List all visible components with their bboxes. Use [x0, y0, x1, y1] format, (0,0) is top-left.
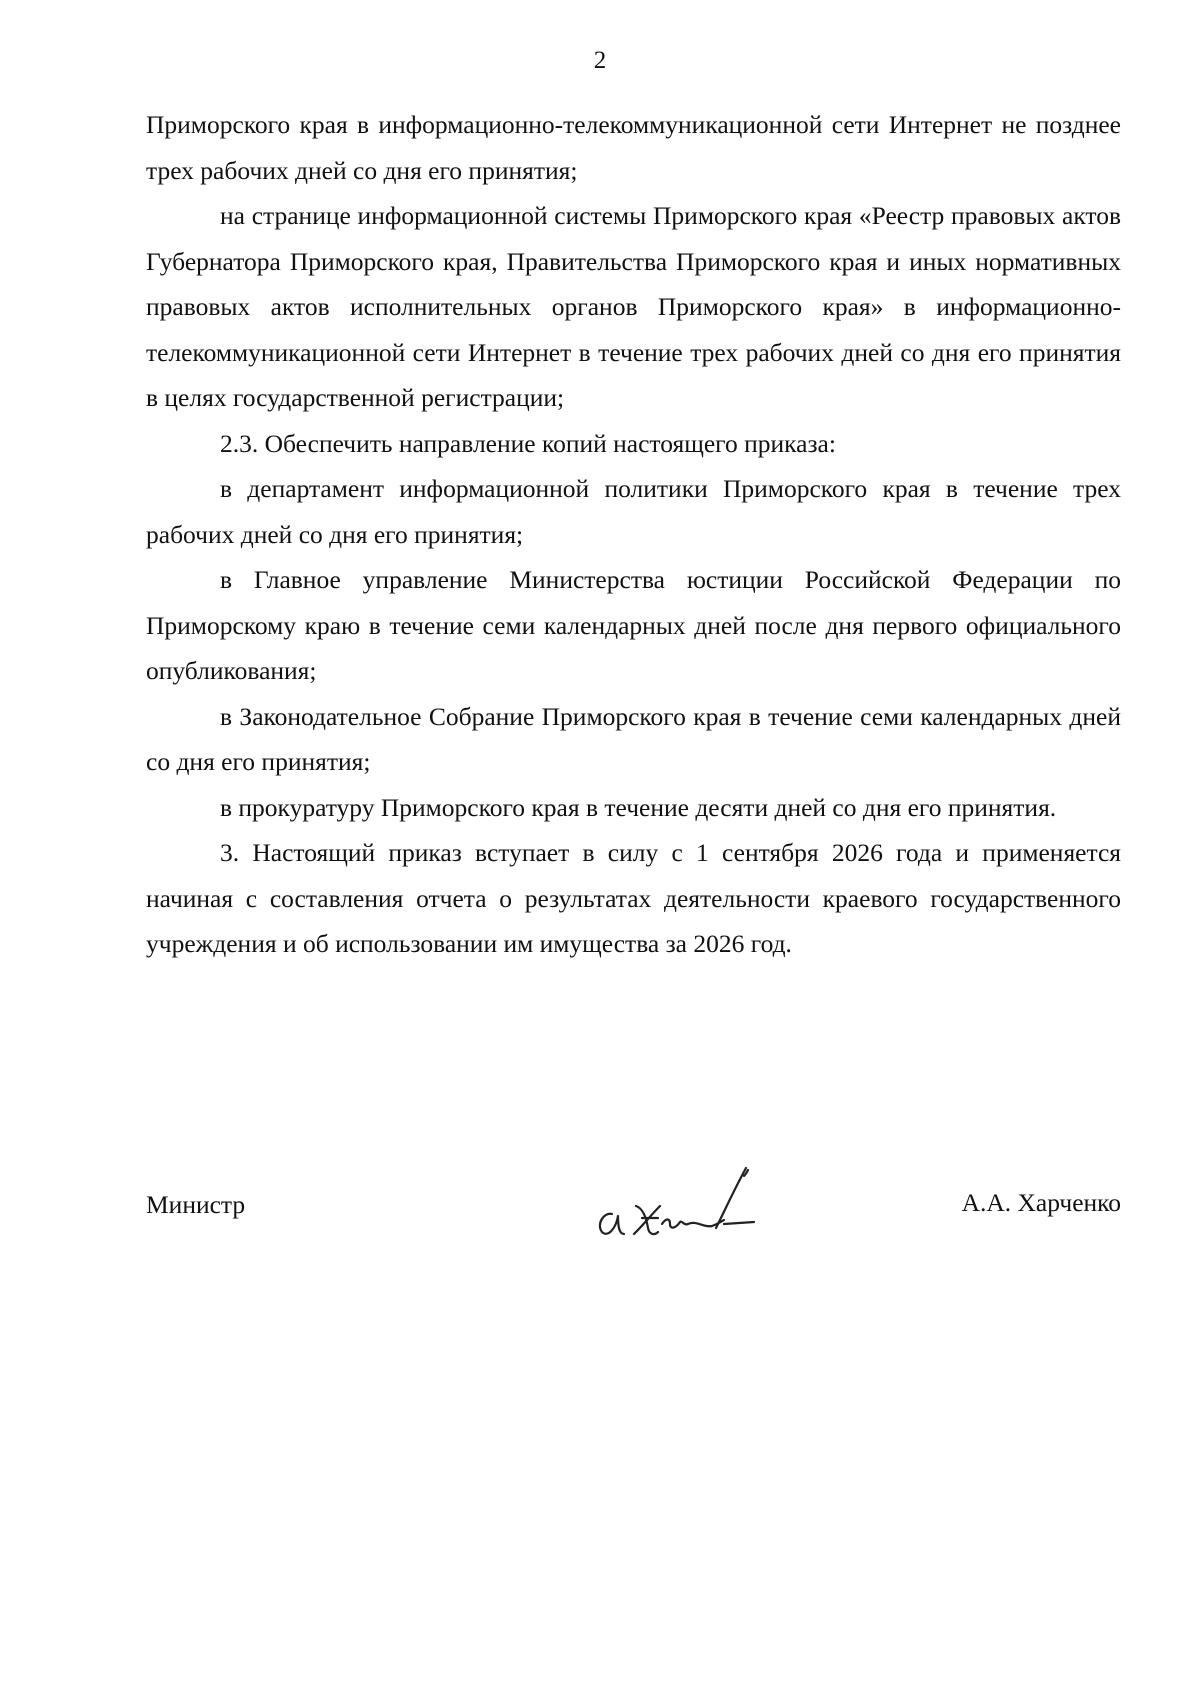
paragraph-ministry-of-justice: в Главное управление Министерства юстиции Российской Федерации по Приморскому краю в течение семи календарных дней после дня первого официального опубликования;: [146, 565, 1121, 685]
paragraph-info-policy-dept: в департамент информационной политики Приморского края в течение трех рабочих дней со дня его принятия;: [146, 474, 1121, 549]
page-number: 2: [593, 47, 607, 74]
paragraph-prosecutor-office: в прокуратуру Приморского края в течение десяти дней со дня его принятия.: [220, 792, 1057, 822]
paragraph-clause-2-3: 2.3. Обеспечить направление копий настоящего приказа:: [220, 428, 836, 458]
signer-title: Министр: [146, 1190, 246, 1219]
paragraph-registry-page: на странице информационной системы Приморского края «Реестр правовых актов Губернатора Приморского края, Правительства Приморского края и иных нормативных правовых актов исполнительных органов Приморского края» в информационно-телекоммуникационной сети Интернет в течение трех рабочих дней со дня его принятия в целях государственной регистрации;: [146, 201, 1121, 412]
signature-block: [146, 1162, 1121, 1252]
handwritten-signature: [586, 1162, 766, 1252]
paragraph-clause-3-effective-date: 3. Настоящий приказ вступает в силу с 1 сентября 2026 года и применяется начиная с составления отчета о результатах деятельности краевого государственного учреждения и об использовании им имущества за 2026 год.: [146, 838, 1121, 958]
paragraph-continuation: Приморского края в информационно-телекоммуникационной сети Интернет не позднее трех рабочих дней со дня его принятия;: [146, 110, 1121, 185]
paragraph-legislative-assembly: в Законодательное Собрание Приморского края в течение семи календарных дней со дня его принятия;: [146, 701, 1121, 776]
document-body: [146, 102, 1121, 967]
signer-name: А.А. Харченко: [961, 1188, 1121, 1217]
